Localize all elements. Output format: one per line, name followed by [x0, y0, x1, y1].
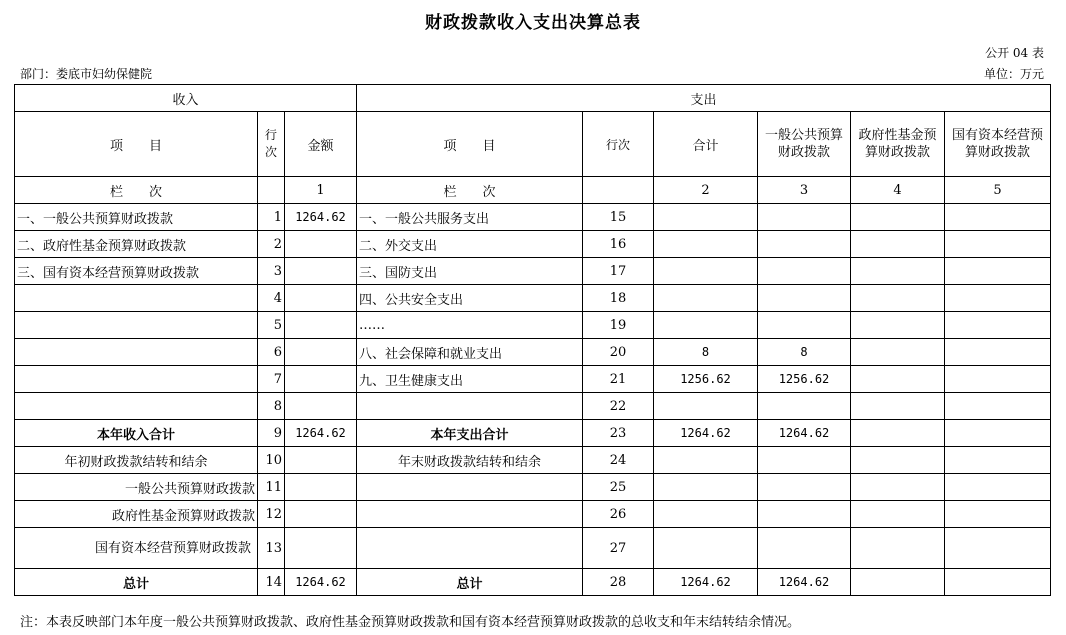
lanci-label: 栏 次 — [15, 177, 258, 204]
expense-state-capital — [945, 339, 1051, 366]
income-row-no: 10 — [258, 447, 285, 474]
expense-total — [654, 447, 758, 474]
table-row — [15, 393, 1051, 420]
expense-item: 三、国防支出 — [357, 258, 583, 285]
expense-row-no: 28 — [583, 569, 654, 596]
expense-grand-total: 1264.62 — [654, 569, 758, 596]
expense-total — [654, 204, 758, 231]
expense-general — [758, 474, 851, 501]
department-label: 部门：娄底市妇幼保健院 — [20, 67, 153, 81]
income-row-no: 13 — [258, 528, 285, 569]
expense-row-no: 17 — [583, 258, 654, 285]
expense-carry-item — [357, 474, 583, 501]
footnote: 注：本表反映部门本年度一般公共预算财政拨款、政府性基金预算财政拨款和国有资本经营预算财政拨款的总收支和年末结转结余情况。 — [20, 615, 801, 630]
income-item — [15, 366, 258, 393]
income-item — [15, 285, 258, 312]
expense-gov-fund — [851, 420, 945, 447]
income-grand-total-amount: 1264.62 — [285, 569, 357, 596]
col-number-5: 5 — [945, 177, 1051, 204]
expense-item: 九、卫生健康支出 — [357, 366, 583, 393]
expense-state-capital — [945, 474, 1051, 501]
expense-subtotal-general: 1264.62 — [758, 420, 851, 447]
expense-row-no: 27 — [583, 528, 654, 569]
expense-total — [654, 231, 758, 258]
income-item: 二、政府性基金预算财政拨款 — [15, 231, 258, 258]
income-item: 三、国有资本经营预算财政拨款 — [15, 258, 258, 285]
income-row-no: 8 — [258, 393, 285, 420]
income-row-no: 4 — [258, 285, 285, 312]
income-amount — [285, 231, 357, 258]
income-item — [15, 339, 258, 366]
expense-general — [758, 528, 851, 569]
income-row-no: 12 — [258, 501, 285, 528]
expense-total: 1256.62 — [654, 366, 758, 393]
expense-state-capital — [945, 258, 1051, 285]
expense-general — [758, 204, 851, 231]
expense-carry-item — [357, 528, 583, 569]
expense-header: 支出 — [357, 85, 1051, 112]
expense-subtotal-total: 1264.62 — [654, 420, 758, 447]
expense-row-no: 20 — [583, 339, 654, 366]
expense-state-capital — [945, 501, 1051, 528]
expense-state-capital — [945, 312, 1051, 339]
expense-gov-fund — [851, 393, 945, 420]
expense-item: 二、外交支出 — [357, 231, 583, 258]
income-amount: 1264.62 — [285, 204, 357, 231]
subtotal-row — [15, 420, 1051, 447]
income-amount — [285, 258, 357, 285]
expense-state-capital — [945, 393, 1051, 420]
table-row — [15, 231, 1051, 258]
col-number-4: 4 — [851, 177, 945, 204]
expense-gov-fund — [851, 231, 945, 258]
income-amount — [285, 501, 357, 528]
income-subtotal-amount: 1264.62 — [285, 420, 357, 447]
expense-item: 一、一般公共服务支出 — [357, 204, 583, 231]
general-budget-header: 一般公共预算财政拨款 — [758, 112, 851, 177]
page-title: 财政拨款收入支出决算总表 — [425, 13, 641, 33]
expense-item — [357, 393, 583, 420]
income-item-header: 项 目 — [15, 112, 258, 177]
income-row-no: 6 — [258, 339, 285, 366]
income-carry-item: 一般公共预算财政拨款 — [15, 474, 258, 501]
table-code: 公开 04 表 — [985, 46, 1044, 60]
expense-row-no: 16 — [583, 231, 654, 258]
income-amount — [285, 366, 357, 393]
expense-total: 8 — [654, 339, 758, 366]
expense-general — [758, 285, 851, 312]
lanci-empty — [258, 177, 285, 204]
income-carry-item: 政府性基金预算财政拨款 — [15, 501, 258, 528]
expense-gov-fund — [851, 528, 945, 569]
expense-total — [654, 312, 758, 339]
income-row-no: 5 — [258, 312, 285, 339]
expense-general — [758, 312, 851, 339]
income-row-no: 11 — [258, 474, 285, 501]
income-carry-item: 国有资本经营预算财政拨款 — [15, 528, 258, 569]
income-grand-total-label: 总计 — [15, 569, 258, 596]
income-amount — [285, 447, 357, 474]
expense-row-no-header: 行次 — [583, 112, 654, 177]
col-number-2: 2 — [654, 177, 758, 204]
table-row — [15, 366, 1051, 393]
expense-gov-fund — [851, 204, 945, 231]
income-subtotal-label: 本年收入合计 — [15, 420, 258, 447]
unit-label: 单位：万元 — [983, 67, 1044, 81]
income-header: 收入 — [15, 85, 357, 112]
income-item — [15, 312, 258, 339]
expense-general: 8 — [758, 339, 851, 366]
expense-carry-item: 年末财政拨款结转和结余 — [357, 447, 583, 474]
expense-total — [654, 258, 758, 285]
expense-total — [654, 501, 758, 528]
amount-header: 金额 — [285, 112, 357, 177]
expense-state-capital — [945, 420, 1051, 447]
income-amount — [285, 528, 357, 569]
expense-item: …… — [357, 312, 583, 339]
expense-row-no: 24 — [583, 447, 654, 474]
expense-state-capital — [945, 231, 1051, 258]
expense-grand-total-label: 总计 — [357, 569, 583, 596]
expense-general — [758, 501, 851, 528]
expense-state-capital — [945, 366, 1051, 393]
expense-state-capital — [945, 447, 1051, 474]
expense-grand-general: 1264.62 — [758, 569, 851, 596]
expense-state-capital — [945, 285, 1051, 312]
expense-item-header: 项 目 — [357, 112, 583, 177]
expense-row-no: 22 — [583, 393, 654, 420]
expense-row-no: 23 — [583, 420, 654, 447]
budget-table — [14, 84, 1051, 596]
carry-row — [15, 501, 1051, 528]
gov-fund-header: 政府性基金预算财政拨款 — [851, 112, 945, 177]
income-amount — [285, 474, 357, 501]
expense-total — [654, 285, 758, 312]
expense-general: 1256.62 — [758, 366, 851, 393]
expense-gov-fund — [851, 312, 945, 339]
col-number-1: 1 — [285, 177, 357, 204]
income-item — [15, 393, 258, 420]
carry-row — [15, 447, 1051, 474]
table-row — [15, 285, 1051, 312]
expense-general — [758, 393, 851, 420]
expense-general — [758, 447, 851, 474]
expense-gov-fund — [851, 501, 945, 528]
col-number-3: 3 — [758, 177, 851, 204]
expense-gov-fund — [851, 569, 945, 596]
state-capital-header: 国有资本经营预算财政拨款 — [945, 112, 1051, 177]
income-row-no: 7 — [258, 366, 285, 393]
expense-gov-fund — [851, 474, 945, 501]
expense-general — [758, 258, 851, 285]
expense-row-no: 15 — [583, 204, 654, 231]
expense-gov-fund — [851, 285, 945, 312]
income-row-no: 1 — [258, 204, 285, 231]
income-amount — [285, 393, 357, 420]
expense-row-no: 21 — [583, 366, 654, 393]
income-row-no: 3 — [258, 258, 285, 285]
expense-row-no: 25 — [583, 474, 654, 501]
income-row-no: 2 — [258, 231, 285, 258]
expense-gov-fund — [851, 258, 945, 285]
total-header: 合计 — [654, 112, 758, 177]
income-row-no: 9 — [258, 420, 285, 447]
income-row-no: 14 — [258, 569, 285, 596]
income-amount — [285, 285, 357, 312]
income-amount — [285, 339, 357, 366]
income-row-no-header: 行 次 — [258, 112, 285, 177]
income-amount — [285, 312, 357, 339]
expense-carry-item — [357, 501, 583, 528]
income-carry-item: 年初财政拨款结转和结余 — [15, 447, 258, 474]
expense-total — [654, 528, 758, 569]
expense-state-capital — [945, 569, 1051, 596]
carry-row — [15, 528, 1051, 569]
table-row — [15, 339, 1051, 366]
expense-general — [758, 231, 851, 258]
expense-total — [654, 474, 758, 501]
expense-subtotal-label: 本年支出合计 — [357, 420, 583, 447]
expense-state-capital — [945, 528, 1051, 569]
expense-item: 四、公共安全支出 — [357, 285, 583, 312]
expense-row-no: 19 — [583, 312, 654, 339]
expense-item: 八、社会保障和就业支出 — [357, 339, 583, 366]
expense-state-capital — [945, 204, 1051, 231]
grand-total-row — [15, 569, 1051, 596]
expense-row-no: 18 — [583, 285, 654, 312]
table-row — [15, 204, 1051, 231]
expense-row-no: 26 — [583, 501, 654, 528]
table-row — [15, 258, 1051, 285]
lanci-empty-exp — [583, 177, 654, 204]
lanci-label-exp: 栏 次 — [357, 177, 583, 204]
expense-total — [654, 393, 758, 420]
carry-row — [15, 474, 1051, 501]
table-row — [15, 312, 1051, 339]
expense-gov-fund — [851, 339, 945, 366]
expense-gov-fund — [851, 366, 945, 393]
income-item: 一、一般公共预算财政拨款 — [15, 204, 258, 231]
expense-gov-fund — [851, 447, 945, 474]
